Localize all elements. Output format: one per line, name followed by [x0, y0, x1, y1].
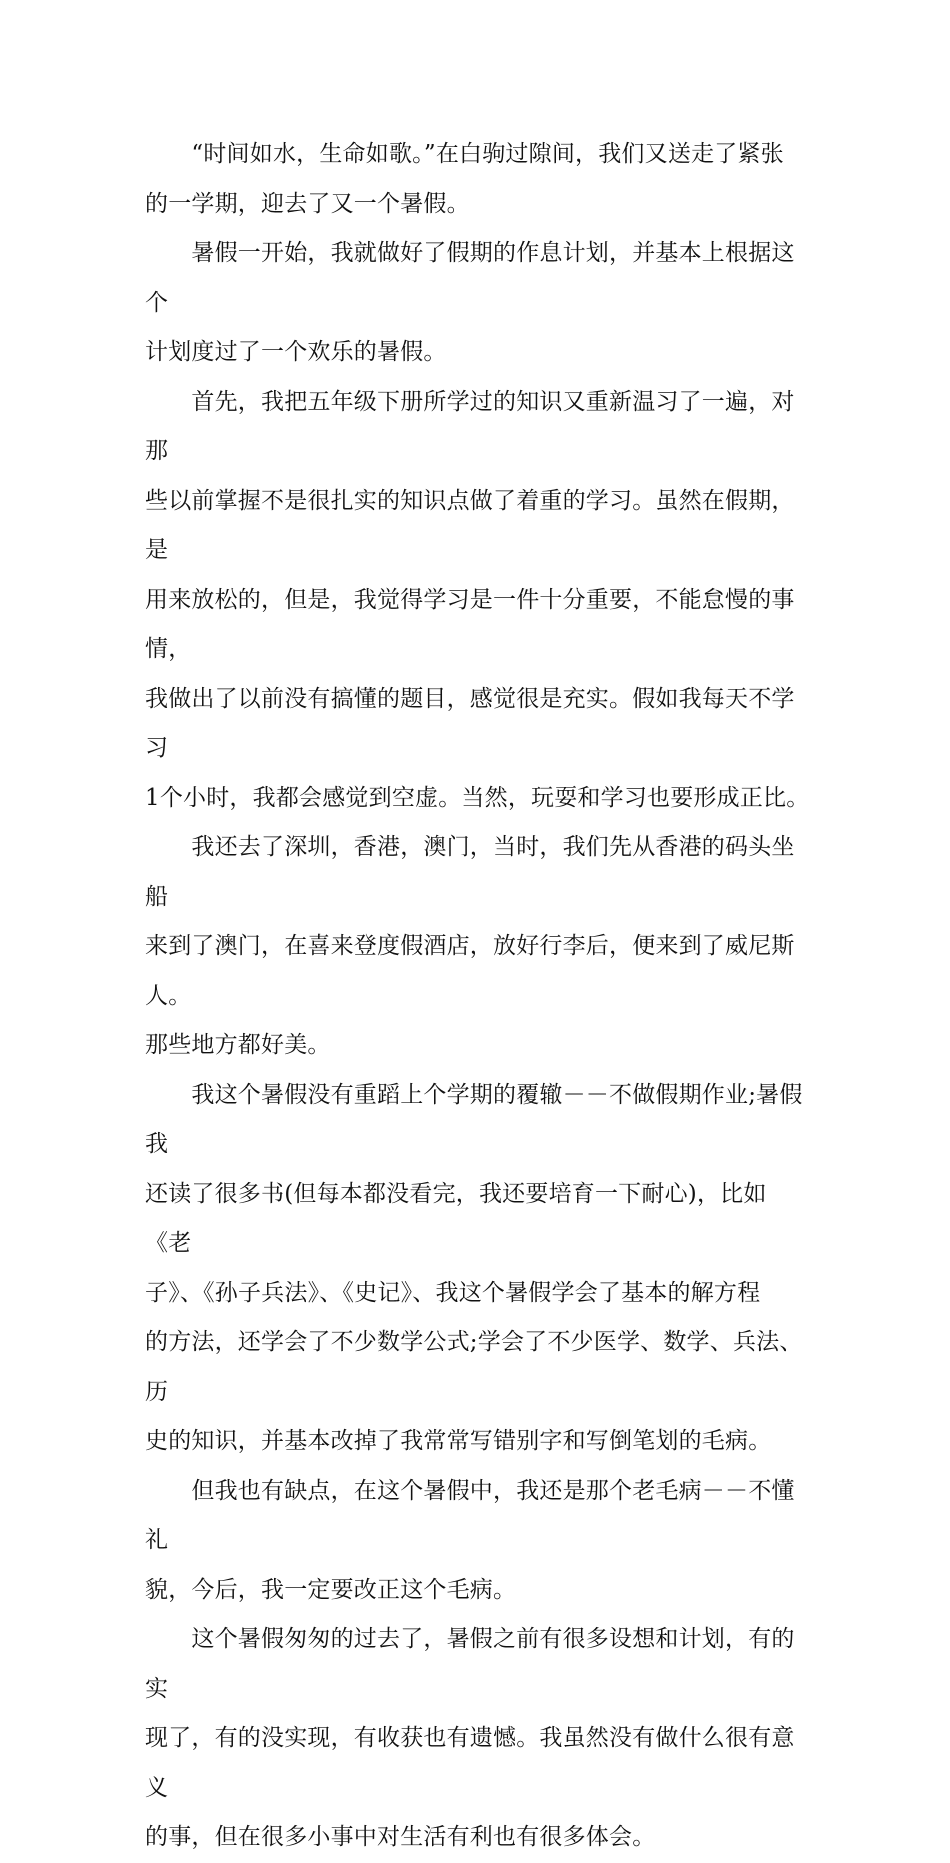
- paragraph: 暑假一开始，我就做好了假期的作息计划，并基本上根据这个 计划度过了一个欢乐的暑假。: [145, 240, 795, 365]
- paragraph: “时间如水，生命如歌。”在白驹过隙间，我们又送走了紧张 的一学期，迎去了又一个暑假。: [145, 141, 784, 217]
- paragraph: 首先，我把五年级下册所学过的知识又重新温习了一遍，对那 些以前掌握不是很扎实的知识点做了着重的学习。虽然在假期，是 用来放松的，但是，我觉得学习是一件十分重要，不能怠慢的事情， 我做出了以前没有搞懂的题目，感觉很是充实。假如我每天不学习 1个小时，我都会感觉到空虚。当然，玩耍和学习也要形成正比。: [145, 388, 810, 811]
- paragraph: 但我也有缺点，在这个暑假中，我还是那个老毛病－－不懂礼 貌，今后，我一定要改正这个毛病。: [145, 1477, 795, 1603]
- document-body: [145, 130, 810, 1863]
- paragraph: 这个暑假匆匆的过去了，暑假之前有很多设想和计划，有的实 现了，有的没实现，有收获也有遗憾。我虽然没有做什么很有意义 的事，但在很多小事中对生活有利也有很多体会。: [145, 1626, 795, 1850]
- paragraph: 我这个暑假没有重蹈上个学期的覆辙－－不做假期作业;暑假我 还读了很多书(但每本都没看完，我还要培育一下耐心)，比如《老 子》、《孙子兵法》、《史记》、我这个暑假学会了基本的解方程 的方法，还学会了不少数学公式;学会了不少医学、数学、兵法、历 史的知识，并基本改掉了我常常写错别字和写倒笔划的毛病。: [145, 1081, 803, 1454]
- paragraph: 我还去了深圳，香港，澳门，当时，我们先从香港的码头坐船 来到了澳门，在喜来登度假酒店，放好行李后，便来到了威尼斯人。 那些地方都好美。: [145, 834, 795, 1058]
